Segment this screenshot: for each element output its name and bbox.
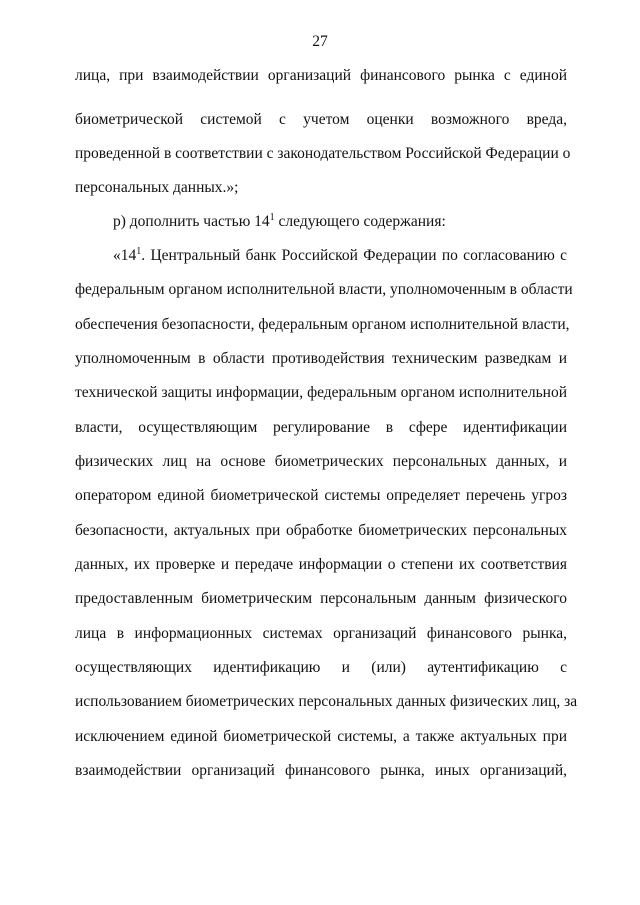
text-line: проведенной в соответствии с законодательством Российской Федерации о <box>75 145 571 162</box>
text-line: лица в информационных системах организаций финансового рынка, <box>75 625 567 642</box>
text-line: обеспечения безопасности, федеральным органом исполнительной власти, <box>75 316 570 333</box>
text-line: уполномоченным в области противодействия техническим разведкам и <box>75 350 567 367</box>
text-line: федеральным органом исполнительной власти, уполномоченным в области <box>75 281 573 298</box>
text-line: биометрической системой с учетом оценки возможного вреда, <box>75 111 567 128</box>
text-line: власти, осуществляющим регулирование в сфере идентификации <box>75 419 567 436</box>
paragraph-14-1 <box>113 246 567 266</box>
text-line: исключением единой биометрической системы, а также актуальных при <box>75 728 567 745</box>
page-number: 27 <box>312 33 328 50</box>
superscript: 1 <box>269 212 275 223</box>
text-line: осуществляющих идентификацию и (или) аутентификацию с <box>75 659 567 676</box>
text-line: данных, их проверке и передаче информации о степени их соответствия <box>75 556 567 573</box>
text-line: безопасности, актуальных при обработке биометрических персональных <box>75 522 567 539</box>
text-line: взаимодействии организаций финансового рынка, иных организаций, <box>75 762 567 779</box>
text-line: технической защиты информации, федеральным органом исполнительной <box>75 384 567 401</box>
text-span: . Центральный банк Российской Федерации по согласованию с <box>141 247 567 264</box>
text-line: персональных данных.»; <box>75 179 239 196</box>
text-line: оператором единой биометрической системы определяет перечень угроз <box>75 487 567 504</box>
superscript: 1 <box>136 246 142 257</box>
paragraph-r <box>113 212 567 232</box>
text-line: предоставленным биометрическим персональным данным физического <box>75 590 567 607</box>
text-span: «14 <box>113 247 137 264</box>
text-span: р) дополнить частью 14 <box>113 213 270 230</box>
text-span: следующего содержания: <box>274 213 446 230</box>
text-line: физических лиц на основе биометрических персональных данных, и <box>75 453 567 470</box>
text-line: лица, при взаимодействии организаций финансового рынка с единой <box>75 67 567 84</box>
text-line: использованием биометрических персональных данных физических лиц, за <box>75 693 578 710</box>
